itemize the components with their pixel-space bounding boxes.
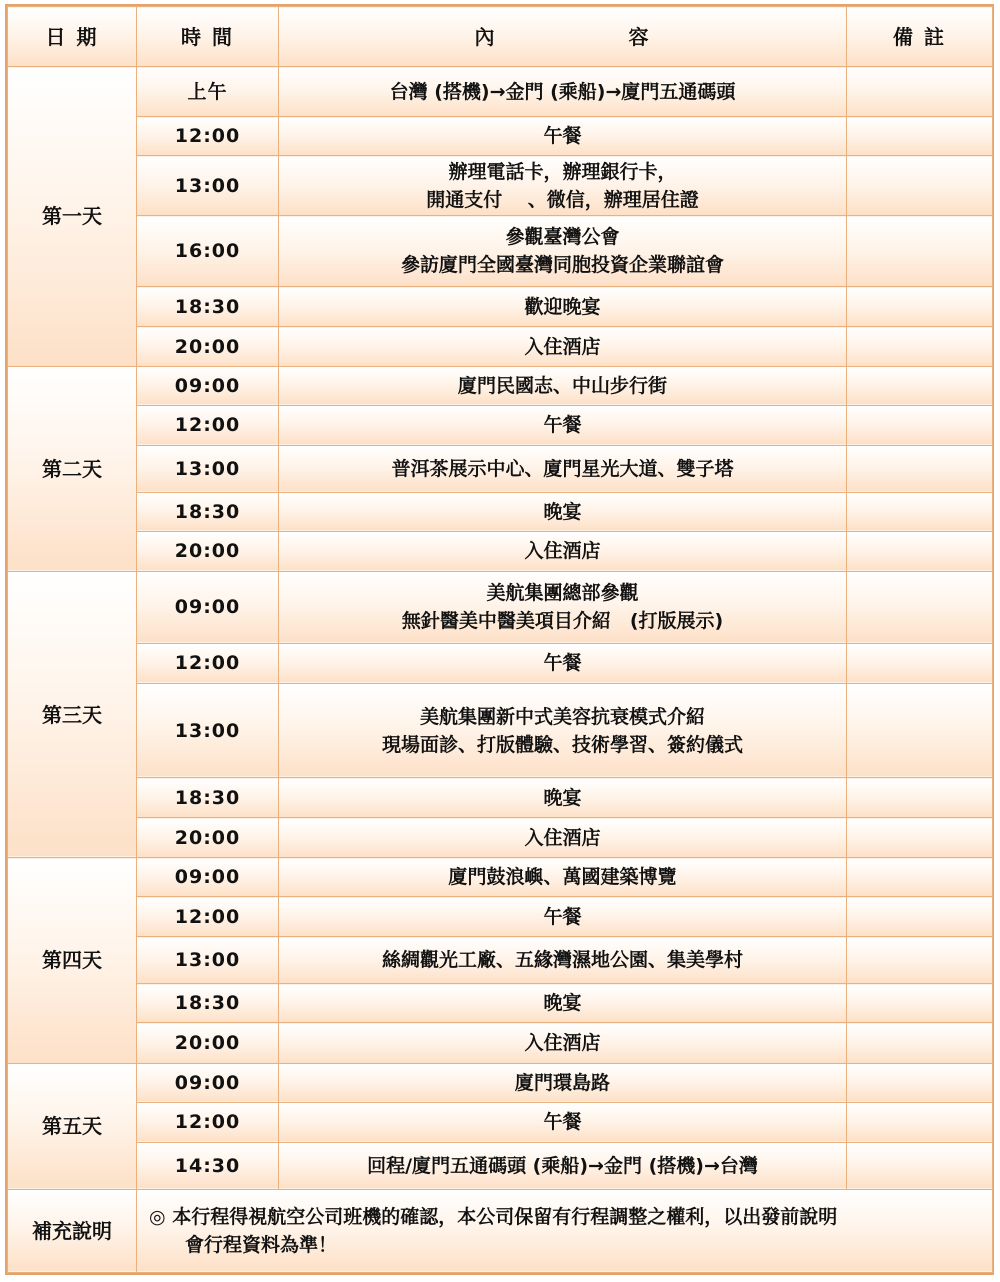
note-cell — [847, 405, 993, 445]
content-line: 無針醫美中醫美項目介紹 (打版展示) — [401, 610, 724, 633]
note-cell — [847, 366, 993, 405]
content-cell — [279, 67, 847, 117]
content-cell — [279, 643, 847, 683]
day-label: 第二天 — [8, 366, 137, 571]
itinerary-table — [7, 6, 993, 1273]
time-cell: 09:00 — [137, 1063, 279, 1102]
content-line: 午餐 — [543, 125, 582, 148]
time-cell: 09:00 — [137, 858, 279, 897]
time-cell: 13:00 — [137, 937, 279, 984]
content-cell — [279, 683, 847, 777]
time-cell: 09:00 — [137, 571, 279, 643]
content-cell — [279, 366, 847, 405]
content-cell — [279, 156, 847, 216]
itinerary-row — [8, 571, 993, 643]
header-date: 日 期 — [8, 7, 137, 67]
note-cell — [847, 156, 993, 216]
note-cell — [847, 778, 993, 818]
content-cell — [279, 1102, 847, 1142]
supplement-row — [8, 1189, 993, 1272]
content-line: 晚宴 — [543, 786, 582, 809]
note-cell — [847, 1142, 993, 1189]
itinerary-row — [8, 216, 993, 287]
itinerary-row — [8, 1102, 993, 1142]
itinerary-row — [8, 405, 993, 445]
time-cell: 18:30 — [137, 778, 279, 818]
note-cell — [847, 1063, 993, 1102]
content-line: 午餐 — [543, 414, 582, 437]
content-line: 美航集團總部參觀 — [486, 582, 639, 605]
time-cell: 16:00 — [137, 216, 279, 287]
note-cell — [847, 571, 993, 643]
time-cell: 12:00 — [137, 1102, 279, 1142]
content-cell — [279, 405, 847, 445]
itinerary-row — [8, 643, 993, 683]
content-cell — [279, 1023, 847, 1063]
content-cell — [279, 818, 847, 858]
supplement-line: 會行程資料為準！ — [185, 1233, 338, 1256]
content-line: 現場面診、打版體驗、技術學習、簽約儀式 — [381, 733, 743, 756]
content-cell — [279, 492, 847, 531]
note-cell — [847, 897, 993, 937]
note-cell — [847, 67, 993, 117]
supplement-text — [137, 1189, 993, 1272]
content-cell — [279, 117, 847, 156]
day-label: 第三天 — [8, 571, 137, 857]
day-label: 第五天 — [8, 1063, 137, 1189]
content-line: 開通支付 、微信，辦理居住證 — [426, 188, 699, 211]
time-cell: 18:30 — [137, 984, 279, 1023]
time-cell: 20:00 — [137, 531, 279, 571]
content-cell — [279, 571, 847, 643]
note-cell — [847, 1023, 993, 1063]
time-cell: 20:00 — [137, 327, 279, 366]
content-line: 入住酒店 — [524, 335, 601, 358]
content-cell — [279, 531, 847, 571]
content-line: 晚宴 — [543, 992, 582, 1015]
header-time: 時 間 — [137, 7, 279, 67]
note-cell — [847, 984, 993, 1023]
itinerary-row — [8, 683, 993, 777]
content-cell — [279, 216, 847, 287]
header-row — [8, 7, 993, 67]
itinerary-sheet — [5, 4, 994, 1275]
content-line: 歡迎晚宴 — [524, 295, 601, 318]
content-line: 絲綢觀光工廠、五緣灣濕地公園、集美學村 — [381, 949, 743, 972]
content-line: 廈門民國志、中山步行街 — [457, 374, 667, 397]
itinerary-row — [8, 984, 993, 1023]
content-line: 廈門環島路 — [514, 1071, 610, 1094]
time-cell: 18:30 — [137, 287, 279, 327]
time-cell: 上午 — [137, 67, 279, 117]
itinerary-row — [8, 445, 993, 492]
content-line: 午餐 — [543, 905, 582, 928]
note-cell — [847, 216, 993, 287]
content-cell — [279, 1063, 847, 1102]
itinerary-row — [8, 492, 993, 531]
content-cell — [279, 1142, 847, 1189]
note-cell — [847, 643, 993, 683]
itinerary-row — [8, 117, 993, 156]
time-cell: 09:00 — [137, 366, 279, 405]
itinerary-row — [8, 287, 993, 327]
time-cell: 13:00 — [137, 683, 279, 777]
itinerary-row — [8, 156, 993, 216]
content-line: 回程/廈門五通碼頭 (乘船)→金門 (搭機)→台灣 — [367, 1154, 758, 1177]
itinerary-row — [8, 778, 993, 818]
note-cell — [847, 531, 993, 571]
content-line: 晚宴 — [543, 500, 582, 523]
content-line: 參觀臺灣公會 — [505, 226, 620, 249]
note-cell — [847, 858, 993, 897]
time-cell: 13:00 — [137, 156, 279, 216]
note-cell — [847, 683, 993, 777]
time-cell: 14:30 — [137, 1142, 279, 1189]
content-line: 美航集團新中式美容抗衰模式介紹 — [419, 705, 705, 728]
note-cell — [847, 937, 993, 984]
note-cell — [847, 1102, 993, 1142]
content-cell — [279, 897, 847, 937]
content-line: 參訪廈門全國臺灣同胞投資企業聯誼會 — [400, 254, 724, 277]
supplement-label: 補充說明 — [8, 1189, 137, 1272]
time-cell: 12:00 — [137, 897, 279, 937]
content-cell — [279, 858, 847, 897]
itinerary-row — [8, 1142, 993, 1189]
supplement-line: ◎ 本行程得視航空公司班機的確認，本公司保留有行程調整之權利，以出發前說明 — [149, 1205, 838, 1228]
content-cell — [279, 287, 847, 327]
content-line: 午餐 — [543, 1111, 582, 1134]
content-cell — [279, 937, 847, 984]
itinerary-row — [8, 327, 993, 366]
itinerary-row — [8, 67, 993, 117]
content-line: 入住酒店 — [524, 826, 601, 849]
content-line: 廈門鼓浪嶼、萬國建築博覽 — [448, 866, 677, 889]
itinerary-row — [8, 1023, 993, 1063]
note-cell — [847, 287, 993, 327]
itinerary-row — [8, 858, 993, 897]
time-cell: 12:00 — [137, 117, 279, 156]
note-cell — [847, 818, 993, 858]
time-cell: 20:00 — [137, 818, 279, 858]
content-line: 入住酒店 — [524, 540, 601, 563]
header-content: 內 容 — [279, 7, 847, 67]
content-cell — [279, 327, 847, 366]
content-line: 普洱茶展示中心、廈門星光大道、雙子塔 — [391, 457, 734, 480]
note-cell — [847, 327, 993, 366]
content-line: 午餐 — [543, 652, 582, 675]
note-cell — [847, 445, 993, 492]
time-cell: 12:00 — [137, 405, 279, 445]
content-line: 入住酒店 — [524, 1032, 601, 1054]
content-cell — [279, 984, 847, 1023]
time-cell: 18:30 — [137, 492, 279, 531]
time-cell: 20:00 — [137, 1023, 279, 1063]
content-cell — [279, 445, 847, 492]
itinerary-row — [8, 818, 993, 858]
day-label: 第一天 — [8, 67, 137, 366]
content-line: 台灣 (搭機)→金門 (乘船)→廈門五通碼頭 — [389, 80, 736, 103]
note-cell — [847, 492, 993, 531]
content-line: 辦理電話卡，辦理銀行卡， — [448, 160, 677, 183]
itinerary-row — [8, 366, 993, 405]
content-cell — [279, 778, 847, 818]
itinerary-row — [8, 531, 993, 571]
itinerary-row — [8, 897, 993, 937]
time-cell: 12:00 — [137, 643, 279, 683]
day-label: 第四天 — [8, 858, 137, 1063]
itinerary-row — [8, 1063, 993, 1102]
note-cell — [847, 117, 993, 156]
time-cell: 13:00 — [137, 445, 279, 492]
itinerary-row — [8, 937, 993, 984]
header-note: 備 註 — [847, 7, 993, 67]
